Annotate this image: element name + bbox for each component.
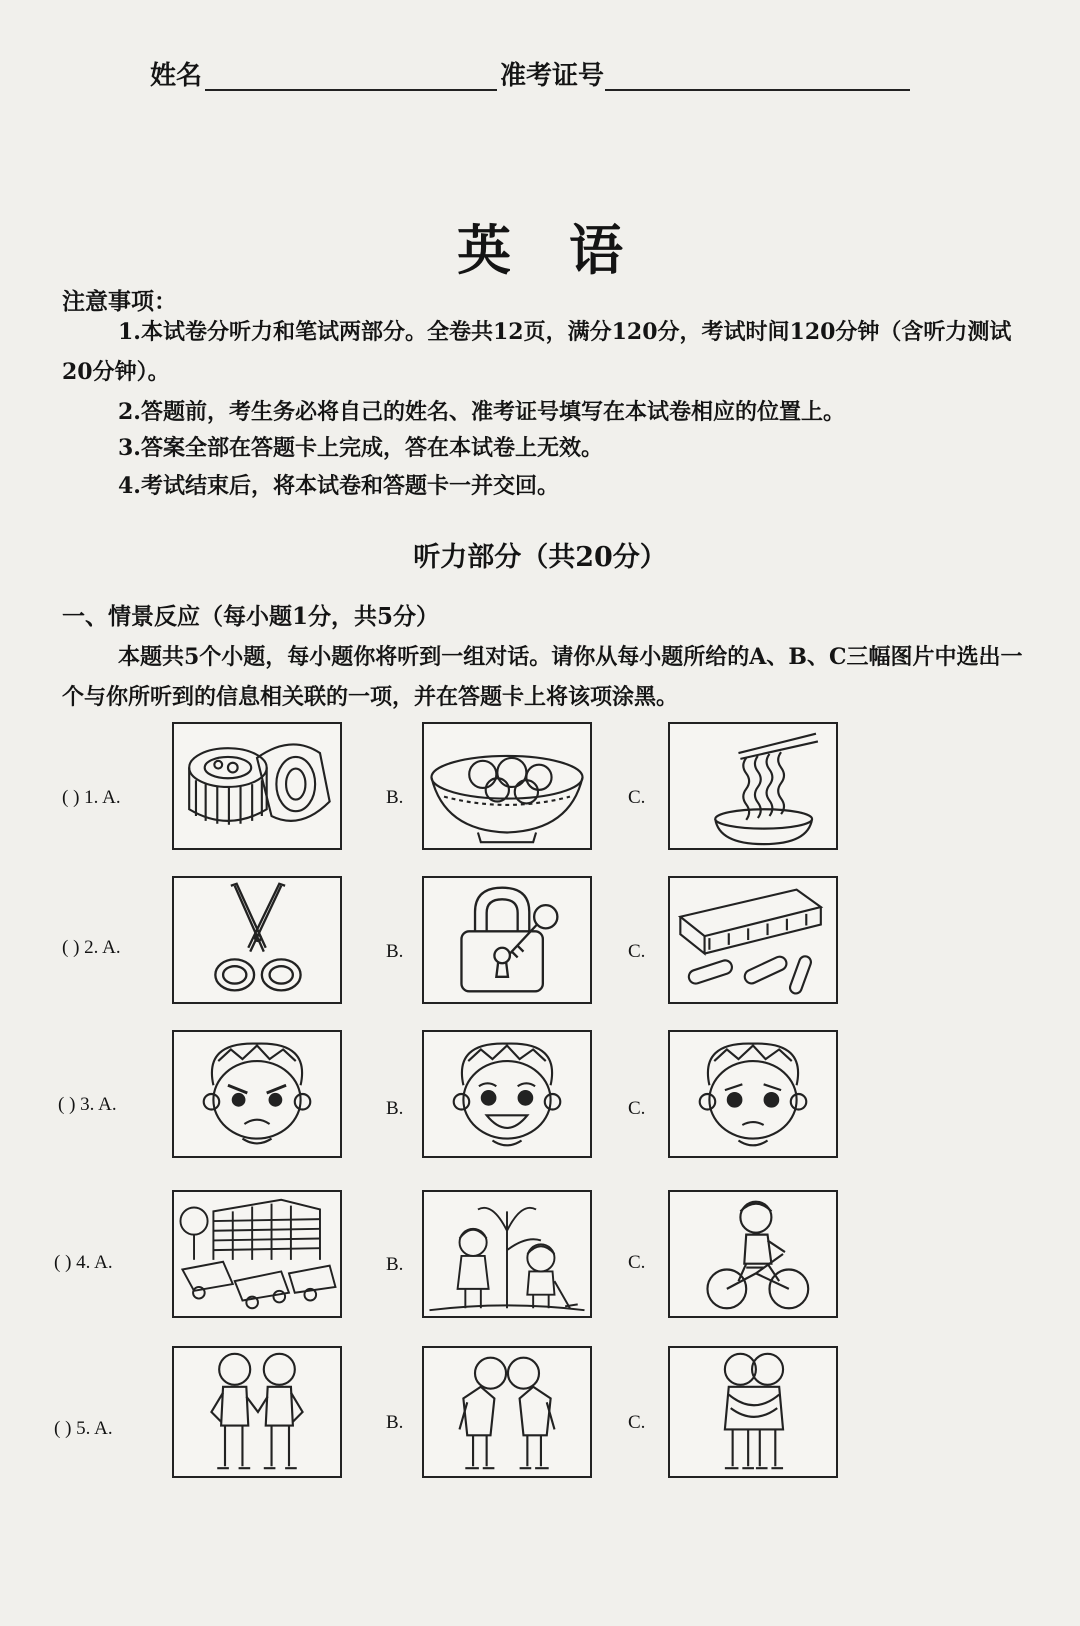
- question-label[interactable]: ( ) 4. A.: [54, 1252, 113, 1273]
- option-label-c[interactable]: C.: [628, 787, 646, 808]
- picture-lock-and-key[interactable]: [422, 876, 592, 1004]
- note-item: 1.本试卷分听力和笔试两部分。全卷共12页，满分120分，考试时间120分钟（含听力测试20分钟）。: [62, 319, 1012, 385]
- happy-face-icon: [424, 1032, 590, 1156]
- handshake-icon: [174, 1348, 340, 1476]
- note-item: 2.答题前，考生务必将自己的姓名、准考证号填写在本试卷相应的位置上。: [118, 399, 845, 425]
- part-instruction: 本题共5个小题，每小题你将听到一组对话。请你从每小题所给的A、B、C三幅图片中选出一个与你所听到的信息相关联的一项，并在答题卡上将该项涂黑。: [62, 644, 1023, 710]
- part-heading: 一、情景反应（每小题1分，共5分）: [62, 603, 440, 630]
- question-label[interactable]: ( ) 2. A.: [62, 937, 121, 958]
- question-label[interactable]: ( ) 1. A.: [62, 787, 121, 808]
- option-label-c[interactable]: C.: [628, 1412, 646, 1433]
- option-label-b[interactable]: B.: [386, 1098, 404, 1119]
- notes-heading: 注意事项：: [62, 288, 177, 315]
- picture-scissors[interactable]: [172, 876, 342, 1004]
- picture-tree-planting[interactable]: [422, 1190, 592, 1318]
- picture-angry-boy[interactable]: [172, 1030, 342, 1158]
- picture-sad-boy[interactable]: [668, 1030, 838, 1158]
- picture-brush-and-chalk[interactable]: [668, 876, 838, 1004]
- paper-title: 英语: [457, 218, 681, 282]
- picture-hugging[interactable]: [668, 1346, 838, 1478]
- option-label-c[interactable]: C.: [628, 941, 646, 962]
- bicycle-icon: [670, 1192, 836, 1316]
- picture-noodles-bowl[interactable]: [668, 722, 838, 850]
- bowing-icon: [424, 1348, 590, 1476]
- option-label-b[interactable]: B.: [386, 787, 404, 808]
- option-label-b[interactable]: B.: [386, 1254, 404, 1275]
- name-label: 姓名: [150, 61, 203, 91]
- picture-bowing[interactable]: [422, 1346, 592, 1478]
- option-label-c[interactable]: C.: [628, 1098, 646, 1119]
- sad-face-icon: [670, 1032, 836, 1156]
- scissors-icon: [174, 878, 340, 1002]
- section-title: 听力部分（共20分）: [413, 542, 667, 573]
- tree-planting-icon: [424, 1192, 590, 1316]
- eraser-icon: [670, 878, 836, 1002]
- option-label-c[interactable]: C.: [628, 1252, 646, 1273]
- picture-tangyuan-bowl[interactable]: [422, 722, 592, 850]
- picture-mooncake[interactable]: [172, 722, 342, 850]
- name-field-line[interactable]: [205, 89, 497, 91]
- picture-boy-cycling[interactable]: [668, 1190, 838, 1318]
- note-item: 4.考试结束后，将本试卷和答题卡一并交回。: [118, 473, 559, 499]
- header: [150, 55, 950, 105]
- bowl-icon: [424, 724, 590, 848]
- note-item: 3.答案全部在答题卡上完成，答在本试卷上无效。: [118, 435, 603, 461]
- hugging-icon: [670, 1348, 836, 1476]
- exam-id-field-line[interactable]: [605, 89, 910, 91]
- city-icon: [174, 1192, 340, 1316]
- picture-city-traffic[interactable]: [172, 1190, 342, 1318]
- exam-id-label: 准考证号: [500, 61, 605, 91]
- picture-happy-boy[interactable]: [422, 1030, 592, 1158]
- question-label[interactable]: ( ) 5. A.: [54, 1418, 113, 1439]
- angry-face-icon: [174, 1032, 340, 1156]
- noodles-icon: [670, 724, 836, 848]
- picture-handshake[interactable]: [172, 1346, 342, 1478]
- mooncake-icon: [174, 724, 340, 848]
- option-label-b[interactable]: B.: [386, 1412, 404, 1433]
- option-label-b[interactable]: B.: [386, 941, 404, 962]
- lock-icon: [424, 878, 590, 1002]
- question-label[interactable]: ( ) 3. A.: [58, 1094, 117, 1115]
